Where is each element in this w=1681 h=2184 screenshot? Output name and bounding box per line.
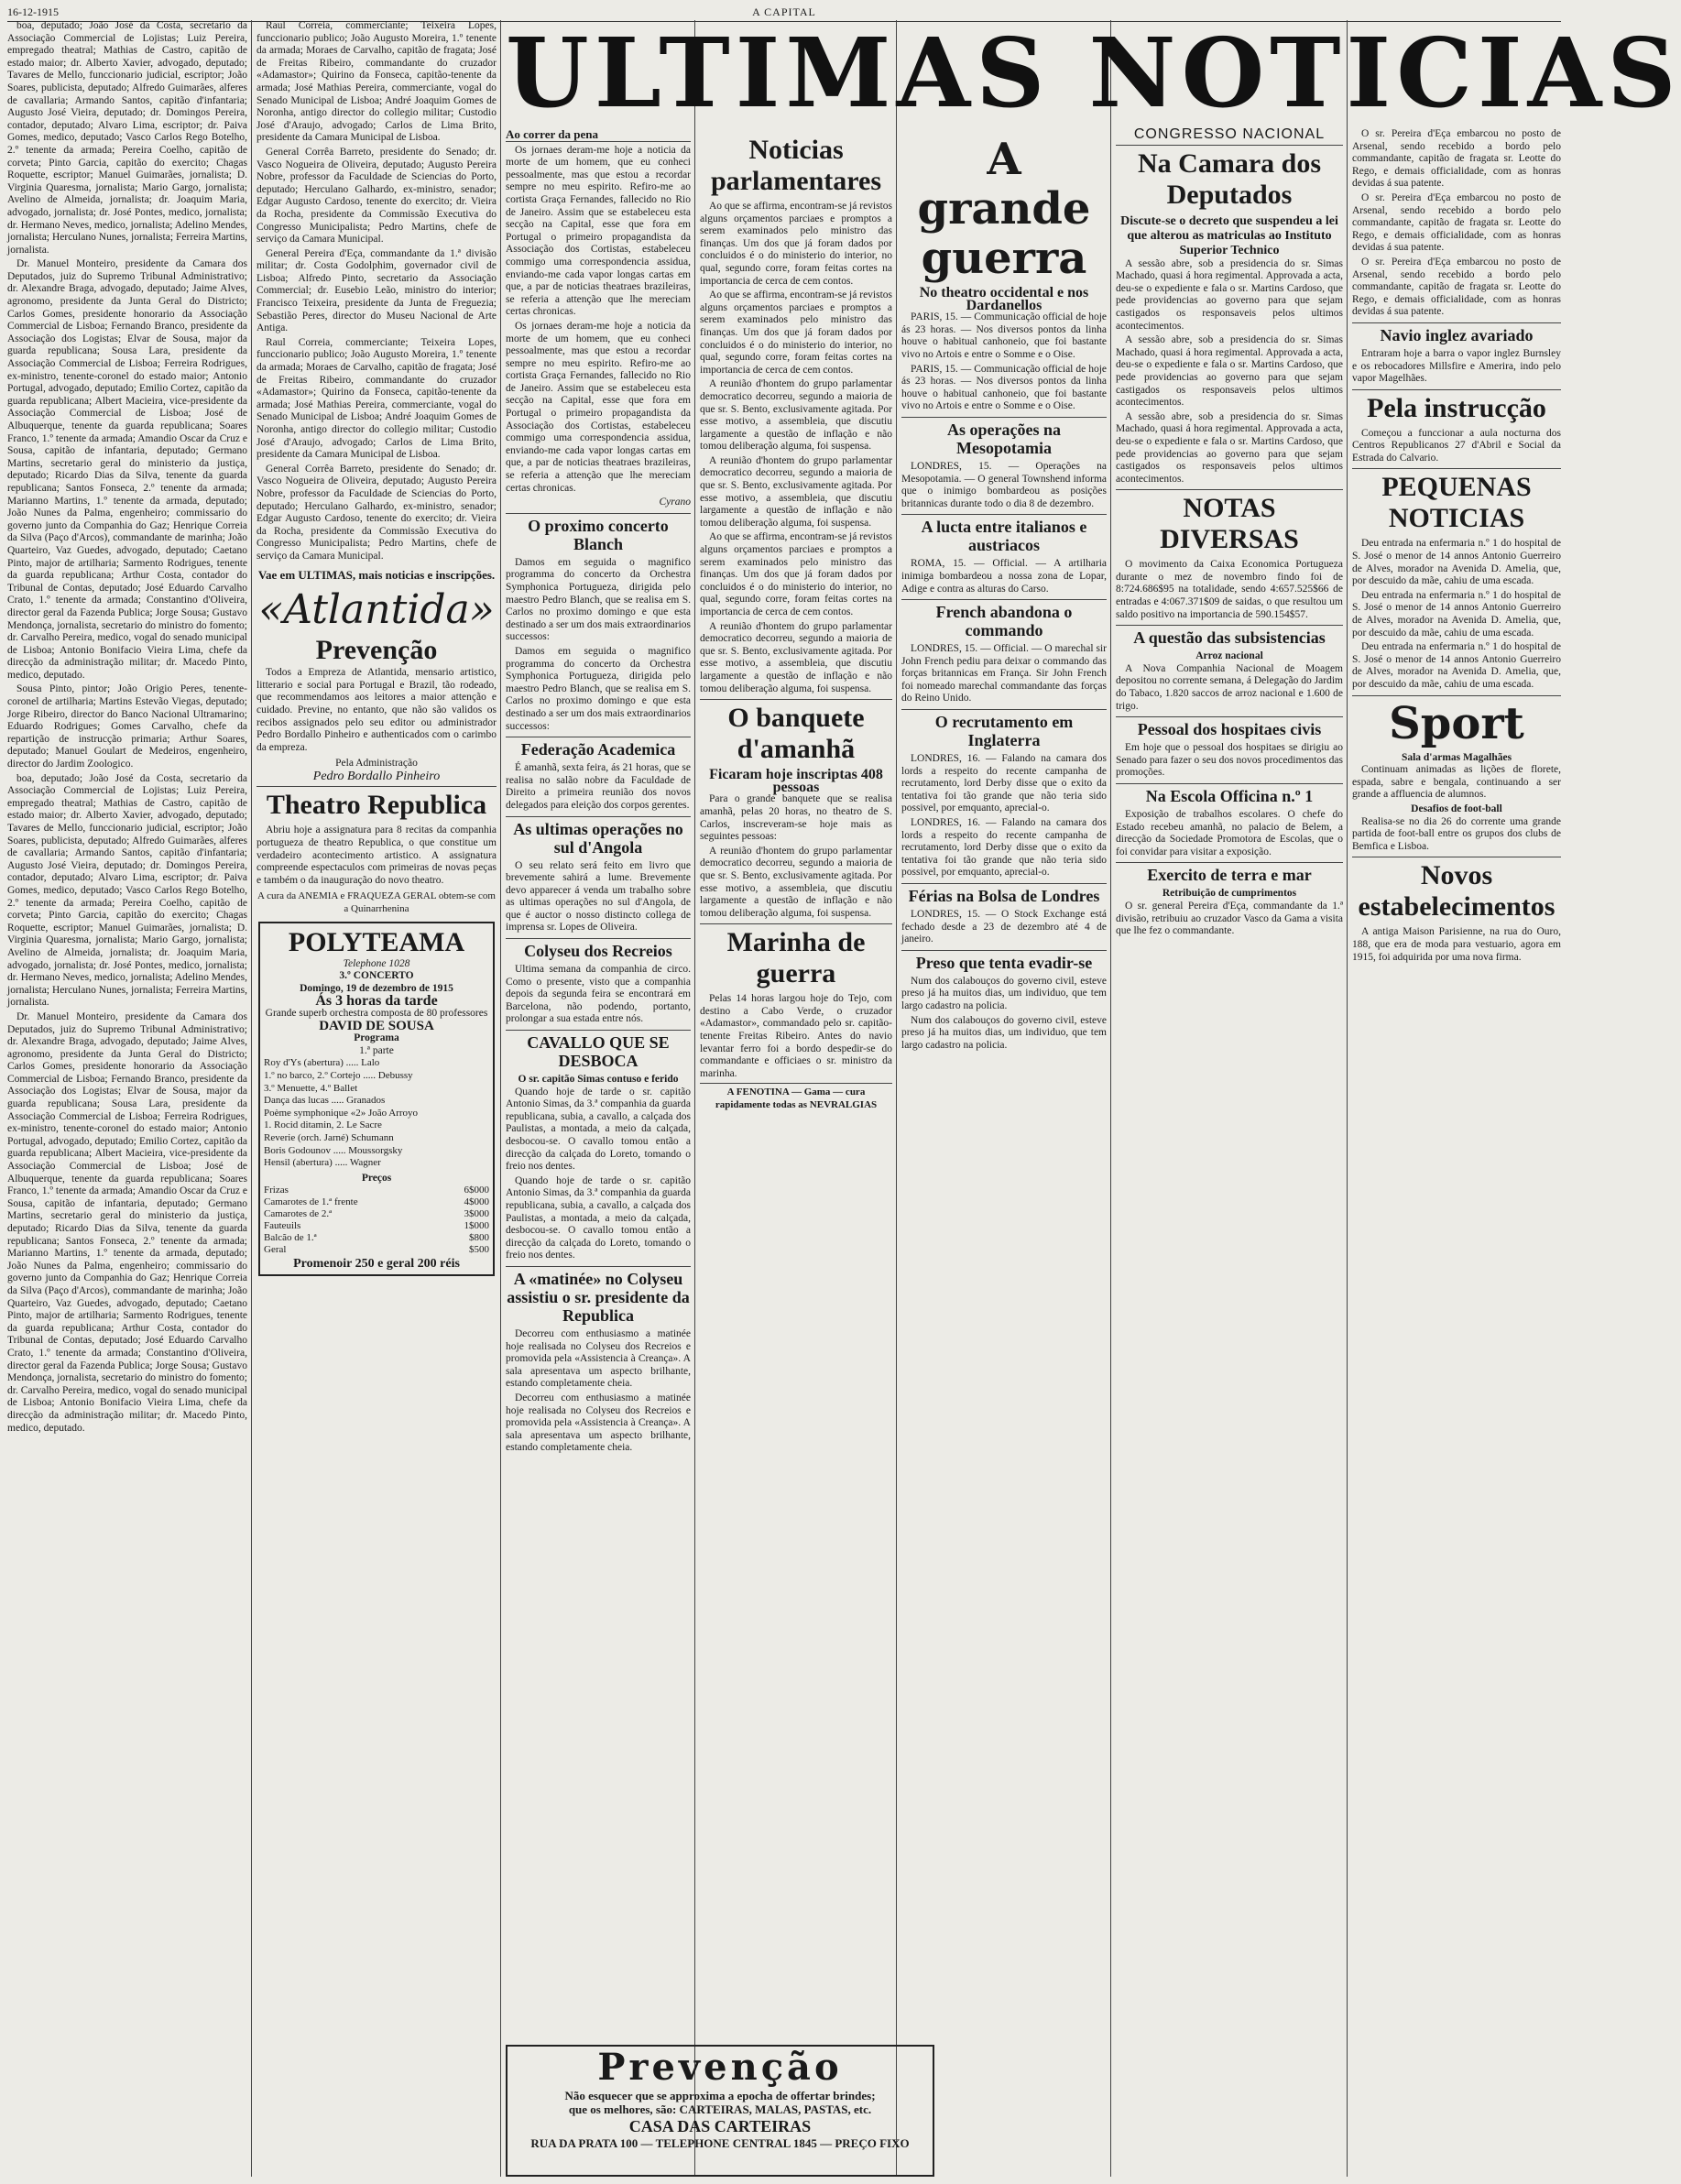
article-paragraph: LONDRES, 15. — Operações na Mesopotamia. — O general Townshend informa que o inimigo bombardeou as posições britannicas durante todo o dia 8 de dezembro. xyxy=(901,460,1107,509)
concerto-time: Ás 3 horas da tarde xyxy=(315,993,438,1010)
column-4 xyxy=(700,128,892,2177)
article-paragraph: General Pereira d'Eça, commandante da 1.ª divisão militar; dr. Costa Godolphim, governador civil de Lisboa; Alfredo Pinto, secretario da Associação Commercial; dr. Eusebio Leão, ministro do interior; Francisco Teixeira, presidente da Junta de Freguezia; Sebastião Peres, director do Museu Nacional de Arte Antiga. xyxy=(257,247,497,334)
program-line: Poème symphonique «2» João Arroyo xyxy=(264,1107,419,1119)
price-label: Fauteuils xyxy=(264,1220,301,1232)
article-paragraph: Raul Correia, commerciante; Teixeira Lopes, funccionario publico; João Augusto Moreira, 1.º tenente da armada; Moraes de Carvalho, capitão de fragata; José de Freitas Ribeiro, commandante do cruzador «Adamastor»; Quirino da Fonseca, capitão-tenente da armada; José Mathias Pereira, commerciante, vogal do Senado Municipal de Lisboa; André Joaquim Gomes de Noronha, antigo director do collegio militar; Custodio José d'Araujo, advogado; Carlos de Lima Brito, presidente da Camara Municipal de Lisboa. xyxy=(257,20,497,144)
article-paragraph: Raul Correia, commerciante; Teixeira Lopes, funccionario publico; João Augusto Moreira, 1.º tenente da armada; Moraes de Carvalho, capitão de fragata; José de Freitas Ribeiro, commandante do cruzador «Adamastor»; Quirino da Fonseca, capitão-tenente da armada; José Mathias Pereira, commerciante, vogal do Senado Municipal de Lisboa; André Joaquim Gomes de Noronha, antigo director do collegio militar; Custodio José d'Araujo, advogado; Carlos de Lima Brito, presidente da Camara Municipal de Lisboa. xyxy=(257,336,497,461)
column-divider xyxy=(500,20,501,2177)
french-heading: French abandona o commando xyxy=(901,599,1107,639)
article-paragraph: Entraram hoje a barra o vapor inglez Burnsley e os rebocadores Millsfire e Amerira, indo pelo vapor Magelhães. xyxy=(1352,347,1561,385)
price-value: 6$000 xyxy=(464,1185,489,1196)
signature: Cyrano xyxy=(659,497,691,508)
column-divider xyxy=(1347,20,1348,2177)
article-paragraph: A antiga Maison Parisienne, na rua do Ouro, 188, que era de moda para vestuario, agora em 1915, foi adquirida por uma nova firma. xyxy=(1352,926,1561,963)
article-paragraph: PARIS, 15. — Communicação official de hoje ás 23 horas. — Nos diversos pontos da linha houve o habitual canhoneio, que foi bastante vivo no Artois e entre o Somme e o Oise. xyxy=(901,311,1107,360)
article-paragraph: Deu entrada na enfermaria n.º 1 do hospital de S. José o menor de 14 annos Antonio Guerreiro de Alves, morador na Avenida D. Amelia, que, por descuido da mãe, cahiu de uma escada. xyxy=(1352,589,1561,639)
article-paragraph: Ultima semana da companhia de circo. Como o presente, visto que a companhia depois da segunda feira se encontrará em Barcelona, não podendo, portanto, prolongar a sua estada entre nós. xyxy=(506,964,691,1025)
hospitaes-heading: Pessoal dos hospitaes civis xyxy=(1116,716,1343,738)
issue-date: 16-12-1915 xyxy=(7,5,59,18)
novos-estabelecimentos-heading: Novos estabelecimentos xyxy=(1352,857,1561,923)
banquete-heading: O banquete d'amanhã xyxy=(700,699,892,765)
arroz-subheading: Arroz nacional xyxy=(1195,650,1263,662)
program-list xyxy=(264,1057,489,1169)
prevencao-heading: Prevenção xyxy=(315,635,438,666)
article-paragraph: Continuam animadas as lições de florete, espada, sabre e bengala, continuando a ser grande a affluencia de alumnos. xyxy=(1352,764,1561,801)
program-line: Dança das lucas ..... Granados xyxy=(264,1095,386,1107)
concerto-number: 3.º CONCERTO xyxy=(339,970,414,982)
article-paragraph: A sessão abre, sob a presidencia do sr. Simas Machado, quasi á hora regimental. Approvada a acta, deu-se o expediente e fala o sr. Martins Cardoso, que pede providencias ao governo para que sejam castigados os responsaveis pelos ultimos acontecimentos. xyxy=(1116,334,1343,409)
mesopotamia-heading: As operações na Mesopotamia xyxy=(901,417,1107,457)
anemia-ad: A cura da ANEMIA e FRAQUEZA GERAL obtem-se com a Quinarrhenina xyxy=(257,890,496,915)
price-value: 3$000 xyxy=(464,1208,489,1220)
article-paragraph: A Nova Companhia Nacional de Moagem depositou no corrente semana, á Delegação do Jardim do Tabaco, 1.820 saccos de arroz nacional e 1.600 de trigo. xyxy=(1116,662,1343,712)
precos-heading: Preços xyxy=(361,1172,392,1184)
sport-subheading: Sala d'armas Magalhães xyxy=(1401,751,1512,763)
column-divider xyxy=(896,20,897,2177)
colyseu-heading: Colyseu dos Recreios xyxy=(506,938,691,960)
congresso-heading: CONGRESSO NACIONAL xyxy=(1133,126,1326,142)
article-paragraph: Ao que se affirma, encontram-se já revistos alguns orçamentos parciaes e promptos a serem examinados pelo ministro das finanças. Um dos que já foram dados por concluidos é o do ministerio do interior, no qual, segundo corre, foram feitas cortes na importancia de cerca de cem contos. xyxy=(700,201,893,287)
price-row xyxy=(264,1185,489,1196)
article-paragraph: Ao que se affirma, encontram-se já revistos alguns orçamentos parciaes e promptos a serem examinados pelo ministro das finanças. Um dos que já foram dados por concluidos é o do ministerio do interior, no qual, segundo corre, foram feitas cortes na importancia de cerca de cem contos. xyxy=(700,289,893,376)
escola-heading: Na Escola Officina n.º 1 xyxy=(1116,783,1343,805)
price-value: 1$000 xyxy=(464,1220,489,1232)
article-paragraph: É amanhã, sexta feira, ás 21 horas, que se realisa no salão nobre da Faculdade de Direito a primeira reunião dos novos delegados para eleição dos corpos gerentes. xyxy=(506,762,691,811)
price-value: $500 xyxy=(469,1244,489,1256)
column-divider xyxy=(251,20,252,2177)
article-paragraph: O movimento da Caixa Economica Portugueza durante o mez de novembro findo foi de 8:724.686$95 na totalidade, sendo 4:657.525$66 de entradas e 4:067.371$09 de saidas, o que resultou um saldo positivo na importancia de 590.154$57. xyxy=(1116,559,1343,620)
article-paragraph: Abriu hoje a assignatura para 8 recitas da companhia portugueza de theatro Republica, o que constitue um verdadeiro acontecimento artistico. A assignatura compreende espectaculos com primeiras de novas peças e também o da inauguração do novo theatro. xyxy=(257,824,497,886)
price-label: Balcão de 1.ª xyxy=(264,1232,317,1244)
article-paragraph: Damos em seguida o magnifico programma do concerto da Orchestra Symphonica Portugueza, dirigida pelo maestro Pedro Blanch, que se realisa em S. Carlos no proximo domingo e que esta destinado a ser um dos mais extraordinarios successos: xyxy=(506,645,691,732)
column-3 xyxy=(506,128,691,2177)
recrutamento-heading: O recrutamento em Inglaterra xyxy=(901,709,1107,749)
polyteama-ad xyxy=(258,922,495,1276)
column-5 xyxy=(901,128,1107,2177)
notas-diversas-heading: NOTAS DIVERSAS xyxy=(1116,489,1343,555)
column-divider xyxy=(694,20,695,2177)
conductor-name: DAVID DE SOUSA xyxy=(319,1018,434,1033)
article-paragraph: Os jornaes deram-me hoje a noticia da morte de um homem, que eu conheci pessoalmente, mas que estou a recordar sempre no meu espirito. Refiro-me ao cortista Graça Fernandes, fallecido no Rio de Janeiro. Assim que se estabeleceu esta secção na Capital, esse que fora em Portugal o primeiro propagandista da Associação dos Cortistas, estabeleceu commigo uma correspondencia assidua, enviando-me cada vapor longas cartas em que, a par de noticias theatraes brazileiras, se referia a attenção que lhe mereciam certas chronicas. xyxy=(506,144,691,318)
admin-name: Pedro Bordallo Pinheiro xyxy=(312,769,441,783)
article-paragraph: Ao que se affirma, encontram-se já revistos alguns orçamentos parciaes e promptos a serem examinados pelo ministro das finanças. Um dos que já foram dados por concluidos é o do ministerio do interior, no qual, segundo corre, foram feitas cortes na importancia de cerca de cem contos. xyxy=(700,531,893,617)
preso-heading: Preso que tenta evadir-se xyxy=(901,950,1107,972)
polyteama-title: POLYTEAMA xyxy=(288,926,465,957)
price-row xyxy=(264,1232,489,1244)
price-label: Camarotes de 2.ª xyxy=(264,1208,333,1220)
article-paragraph: Dr. Manuel Monteiro, presidente da Camara dos Deputados, juiz do Supremo Tribunal Administrativo; dr. Alexandre Braga, advogado, deputado; Jaime Alves, agronomo, presidente da Junta Geral do Districto; Carlos Gomes, presidente honorario da Associação Commercial de Lisboa; Fernando Branco, presidente da Associação dos Logistas; Elvar de Sousa, major da guarda republicana; Sousa Lara, presidente da Associação Commercial de Lisboa; Ferreira Rodrigues, ex-ministro, tenente-coronel do estado maior; Antonio Portugal, advogado, deputado; Emilio Cortez, capitão da guarda republicana; Albert Macieira, vice-presidente da Associação Commercial de Lisboa; José de Albuquerque, tenente da guarda republicana; Soares Franco, 1.º tenente da armada; Amandio Oscar da Cruz e Sousa, capitão de infantaria, deputado; Germano Martins, secretario geral do ministerio da justiça, deputado; Ricardo Dias da Silva, tenente da guarda republicana; Santos Fonseca, 2.º tenente da armada; Marianno Martins, 1.º tenente da armada, deputado; João Nunes da Palma, engenheiro; commissario do governo junto da Companhia do Gaz; Henrique Correia da Silva (Paço d'Arcos), commandante de marinha; João Quarteiro, Vaz Guedes, advogado, deputado; Caetano Pinto, major de artilharia; Sarmento Rodrigues, tenente da guarda republicana; Arthur Costa, contador do Tribunal de Contas, deputado; José Eduardo Carvalho Crato, 1.º tenente da armada; Constantino d'Oliveira, director geral da Fazenda Publica; Jorge Sousa; Gustavo Mendonça, jornalista, secretario do ministro do fomento; dr. Carvalho Pereira, medico, vogal do senado municipal de Lisboa; Antonio Bonifacio Vieira Lima, chefe da direcção da administração militar; dr. Macedo Pinto, medico, deputado. xyxy=(7,258,247,681)
article-paragraph: O sr. Pereira d'Eça embarcou no posto de Arsenal, sendo recebido a bordo pelo commandante, capitão de fragata sr. Leotte do Rego, e demais officialidade, com as honras devidas á sua patente. xyxy=(1352,191,1561,254)
retribuicao-subheading: Retribuição de cumprimentos xyxy=(1162,888,1297,900)
article-paragraph: A reunião d'hontem do grupo parlamentar democratico decorreu, segundo a maioria de que sr. S. Bento, exclusivamente agitada. Por esse motivo, a assembleia, que discutiu largamente a questão de inflação e não tomou deliberação alguma, foi suspensa. xyxy=(700,454,892,529)
program-line: Hensil (abertura) ..... Wagner xyxy=(264,1157,381,1169)
article-paragraph: Sousa Pinto, pintor; João Origio Peres, tenente-coronel de artilharia; Martins Estevão Viegas, deputado; Jorge Ribeiro, director do Banco Nacional Ultramarino; Eduardo Rodrigues; Gomes Carvalho, chefe da repartição de instrucção primaria; Arthur Soares, deputado; Manuel Goulart de Medeiros, engenheiro, director do Jardim Zoologico. xyxy=(7,683,247,770)
program-line: 1.º no barco, 2.º Cortejo ..... Debussy xyxy=(264,1069,413,1081)
cavallo-heading: CAVALLO QUE SE DESBOCA xyxy=(506,1030,691,1070)
article-paragraph: Num dos calabouços do governo civil, esteve preso já ha muitos dias, um individuo, que tem largo cadastro na policia. xyxy=(901,975,1107,1011)
article-paragraph: ROMA, 15. — Official. — A artilharia inimiga bombardeou a nossa zona de Lopar, Adige e contra as alturas do Carso. xyxy=(901,558,1107,595)
price-label: Camarotes de 1.ª frente xyxy=(264,1196,358,1208)
article-paragraph: LONDRES, 15. — Official. — O marechal sir John French pediu para deixar o commando das forças britannicas em França. Sir John French foi nomeado marechal commandante das forças do Reino Unido. xyxy=(901,643,1107,704)
article-paragraph: O sr. Pereira d'Eça embarcou no posto de Arsenal, sendo recebido a bordo pelo commandante, capitão de fragata sr. Leotte do Rego, e demais officialidade, com as honras devidas á sua patente. xyxy=(1352,256,1561,318)
article-paragraph: Em hoje que o pessoal dos hospitaes se dirigiu ao Senado para fazer o seu dos novos procedimentos das promoções. xyxy=(1116,742,1343,779)
article-paragraph: Para o grande banquete que se realisa amanhã, pelas 20 horas, no theatro de S. Carlos, inscreveram-se hoje mais as seguintes pessoas: xyxy=(700,793,892,843)
price-row xyxy=(264,1208,489,1220)
article-paragraph: Todos a Empreza de Atlantida, mensario artistico, litterario e social para Portugal e Brazil, tão rodeado, que recommendamos aos leitores a maior attenção e cuidado. Previne, no entanto, que não são validos os recibos assignados pelo seu editor ou administrador Pedro Bordallo Pinheiro e authenticados com o carimbo da empreza. xyxy=(257,667,497,753)
program-line: Boris Godounov ..... Moussorgsky xyxy=(264,1144,403,1156)
grande-guerra-heading: A grande guerra xyxy=(917,134,1091,284)
ad-line: RUA DA PRATA 100 — TELEPHONE CENTRAL 1845 — PREÇO FIXO xyxy=(530,2136,910,2150)
article-paragraph: O sr. Pereira d'Eça embarcou no posto de Arsenal, sendo recebido a bordo pelo commandante, capitão de fragata sr. Leotte do Rego, e demais officialidade, com as honras devidas á sua patente. xyxy=(1352,128,1561,190)
marinha-heading: Marinha de guerra xyxy=(700,923,892,989)
polyteama-telephone: Telephone 1028 xyxy=(343,957,410,969)
atlantida-title: «Atlantida» xyxy=(258,586,495,634)
exercito-heading: Exercito de terra e mar xyxy=(1116,862,1343,884)
article-paragraph: General Corrêa Barreto, presidente do Senado; dr. Vasco Nogueira de Oliveira, deputado; Augusto Pereira Nobre, professor da Faculdade de Sciencias do Porto, deputado; Herculano Galhardo, ex-ministro, senador; Edgar Augusto Cardoso, tenente do exercito; dr. Vieira da Rocha, presidente da Commissão Executiva do Congresso Municipalista; Pedro Martins, chefe de serviço da Camara Municipal. xyxy=(257,463,497,562)
article-paragraph: General Corrêa Barreto, presidente do Senado; dr. Vasco Nogueira de Oliveira, deputado; Augusto Pereira Nobre, professor da Faculdade de Sciencias do Porto, deputado; Herculano Galhardo, ex-ministro, senador; Edgar Augusto Cardoso, tenente do exercito; dr. Vieira da Rocha, presidente da Commissão Executiva do Congresso Municipalista; Pedro Martins, chefe de serviço da Camara Municipal. xyxy=(257,146,497,246)
concerto-blanch-heading: O proximo concerto Blanch xyxy=(506,513,691,553)
inscripcoes-subheading: Ficaram hoje inscriptas 408 pessoas xyxy=(709,767,883,795)
article-paragraph: Começou a funccionar a aula nocturna dos Centros Republicanos 27 d'Abril e Social da Estrada do Calvario. xyxy=(1352,427,1561,464)
theatro-republica-heading: Theatro Republica xyxy=(257,786,497,821)
ad-line: que os melhores, são: CARTEIRAS, MALAS, PASTAS, etc. xyxy=(568,2102,872,2116)
article-paragraph: Deu entrada na enfermaria n.º 1 do hospital de S. José o menor de 14 annos Antonio Guerreiro de Alves, morador na Avenida D. Amelia, que, por descuido da mãe, cahiu de uma escada. xyxy=(1352,538,1561,587)
prevencao-ad xyxy=(506,2045,934,2177)
navio-heading: Navio inglez avariado xyxy=(1352,322,1561,344)
price-row xyxy=(264,1196,489,1208)
concerto-description: Grande superb orchestra composta de 80 professores xyxy=(265,1008,488,1019)
article-paragraph: Quando hoje de tarde o sr. capitão Antonio Simas, da 3.ª companhia da guarda republicana, subia, a cavallo, a calçada dos Paulistas, a montada, a meio da calçada, desbocou-se. O cavallo tomou então a direcção da calçada do Loreto, tomando o freio nos dentes. xyxy=(506,1086,691,1173)
article-paragraph: Pelas 14 horas largou hoje do Tejo, com destino a Cabo Verde, o cruzador «Adamastor», commandado pelo sr. capitão-tenente Freitas Ribeiro. Antes do navio levantar ferro foi a bordo despedir-se do commandante e officiaes o sr. ministro da marinha. xyxy=(700,993,892,1079)
camara-heading: Na Camara dos Deputados xyxy=(1116,145,1343,211)
article-paragraph: A sessão abre, sob a presidencia do sr. Simas Machado, quasi á hora regimental. Approvada a acta, deu-se o expediente e fala o sr. Martins Cardoso, que pede providencias ao governo para que sejam castigados os responsaveis pelos ultimos acontecimentos. xyxy=(1116,410,1343,485)
article-paragraph: A reunião d'hontem do grupo parlamentar democratico decorreu, segundo a maioria de que sr. S. Bento, exclusivamente agitada. Por esse motivo, a assembleia, que discutiu largamente a questão de inflação e não tomou deliberação alguma, foi suspensa. xyxy=(700,845,892,919)
newspaper-name: A CAPITAL xyxy=(752,5,816,18)
article-paragraph: LONDRES, 16. — Falando na camara dos lords a respeito do recente campanha de recrutamento, lord Derby disse que o exito da tentativa foi tão grande que não teria sido possivel, por emquanto, aprecial-o. xyxy=(901,753,1107,814)
noticias-parlamentares-heading: Noticias parlamentares xyxy=(710,135,882,196)
article-paragraph: Exposição de trabalhos escolares. O chefe do Estado recebeu amanhã, no palacio de Belem, a direcção da Sociedade Promotora de Escolas, que o foi convidar para visitar a exposição. xyxy=(1116,809,1343,857)
price-value: 4$000 xyxy=(464,1196,489,1208)
matinee-heading: A «matinée» no Colyseu assistiu o sr. presidente da Republica xyxy=(506,1266,691,1325)
price-label: Geral xyxy=(264,1244,287,1256)
pequenas-noticias-heading: PEQUENAS NOTICIAS xyxy=(1352,468,1561,534)
column-1 xyxy=(7,20,247,2177)
program-line: Roy d'Ys (abertura) ..... Lalo xyxy=(264,1057,380,1069)
announcement: Vae em ULTIMAS, mais noticias e inscripções. xyxy=(257,567,496,582)
column-2 xyxy=(257,20,497,2177)
article-paragraph: Dr. Manuel Monteiro, presidente da Camara dos Deputados, juiz do Supremo Tribunal Administrativo; dr. Alexandre Braga, advogado, deputado; Jaime Alves, agronomo, presidente da Junta Geral do Districto; Carlos Gomes, presidente honorario da Associação Commercial de Lisboa; Fernando Branco, presidente da Associação dos Logistas; Elvar de Sousa, major da guarda republicana; Sousa Lara, presidente da Associação Commercial de Lisboa; Ferreira Rodrigues, ex-ministro, tenente-coronel do estado maior; Antonio Portugal, advogado, deputado; Emilio Cortez, capitão da guarda republicana; Albert Macieira, vice-presidente da Associação Commercial de Lisboa; José de Albuquerque, tenente da guarda republicana; Soares Franco, 1.º tenente da armada; Amandio Oscar da Cruz e Sousa, capitão de infantaria, deputado; Germano Martins, secretario geral do ministerio da justiça, deputado; Ricardo Dias da Silva, tenente da guarda republicana; Santos Fonseca, 2.º tenente da armada; Marianno Martins, 1.º tenente da armada, deputado; João Nunes da Palma, engenheiro; commissario do governo junto da Companhia do Gaz; Henrique Correia da Silva (Paço d'Arcos), commandante de marinha; João Quarteiro, Vaz Guedes, advogado, deputado; Caetano Pinto, major de artilharia; Sarmento Rodrigues, tenente da guarda republicana; Arthur Costa, contador do Tribunal de Contas, deputado; José Eduardo Carvalho Crato, 1.º tenente da armada; Constantino d'Oliveira, director geral da Fazenda Publica; Jorge Sousa; Gustavo Mendonça, jornalista, secretario do ministro do fomento; dr. Carvalho Pereira, medico, vogal do senado municipal de Lisboa; Antonio Bonifacio Vieira Lima, chefe da direcção da administração militar; dr. Macedo Pinto, medico, deputado. xyxy=(7,1010,247,1434)
promenoir-line: Promenoir 250 e geral 200 réis xyxy=(293,1257,460,1272)
article-paragraph: boa, deputado; João José da Costa, secretario da Associação Commercial de Lojistas; Luiz Pereira, empregado theatral; Mathias de Castro, capitão de estado maior; dr. Alberto Xavier, advogado, deputado; Tavares de Mello, funccionario judicial, escriptor; João Soares, publicista, deputado; Alfredo Guimarães, alferes de cavallaria; Armando Santos, capitão d'infantaria; Augusto José Vieira, deputado; dr. Domingos Pereira, contador, deputado; Alvaro Lima, escriptor; dr. Paiva Gomes, medico, deputado; Vasco Carlos Rego Botelho, 2.º tenente da armada; Pereira Coelho, capitão de corveta; Pinto Garcia, capitão do exercito; Chagas Roquette, escriptor; Manuel Guimarães, jornalista; D. Virginia Quaresma, jornalista; Mario Gargo, jornalista; Avelino de Almeida, jornalista; dr. Joaquim Maria, advogado, jornalista; dr. José Pontes, medico, jornalista; dr. Hermano Neves, medico, jornalista; Adelino Mendes, jornalista; Herculano Nunes, jornalista; Ferreira Martins, jornalista. xyxy=(7,20,247,256)
column-divider xyxy=(1110,20,1111,2177)
article-paragraph: Damos em seguida o magnifico programma do concerto da Orchestra Symphonica Portugueza, dirigida pelo maestro Pedro Blanch, que se realisa em S. Carlos no proximo domingo e que esta destinado a ser um dos mais extraordinarios successos: xyxy=(506,556,691,643)
price-row xyxy=(264,1244,489,1256)
article-paragraph: Realisa-se no dia 26 do corrente uma grande partida de foot-ball entre os grupos dos clubs de Bemfica e Lisboa. xyxy=(1352,815,1561,852)
instruccao-heading: Pela instrucção xyxy=(1352,389,1561,424)
admin-label: Pela Administração xyxy=(335,758,418,770)
divider xyxy=(700,1083,892,1084)
price-list xyxy=(264,1185,489,1256)
concerto-date: Domingo, 19 de dezembro de 1915 xyxy=(300,982,453,994)
article-paragraph: A reunião d'hontem do grupo parlamentar democratico decorreu, segundo a maioria de que sr. S. Bento, exclusivamente agitada. Por esse motivo, a assembleia, que discutiu largamente a questão de inflação e não tomou deliberação alguma, foi suspensa. xyxy=(700,620,892,694)
ultimas-noticias-banner: ULTIMAS NOTICIAS xyxy=(506,16,1681,129)
subsistencias-heading: A questão das subsistencias xyxy=(1116,625,1343,647)
ao-correr-heading: Ao correr da pena xyxy=(506,128,691,142)
article-paragraph: Quando hoje de tarde o sr. capitão Antonio Simas, da 3.ª companhia da guarda republicana, subia, a cavallo, a calçada dos Paulistas, a montada, a meio da calçada, desbocou-se. O cavallo tomou então a direcção da calçada do Loreto, tomando o freio nos dentes. xyxy=(506,1174,691,1261)
article-paragraph: Decorreu com enthusiasmo a matinée hoje realisada no Colyseu dos Recreios e promovida pela «Assistencia à Creança». A sala apresentava um aspecto brilhante, estando completamente cheia. xyxy=(506,1327,691,1390)
angola-heading: As ultimas operações no sul d'Angola xyxy=(506,816,691,857)
article-paragraph: O sr. general Pereira d'Eça, commandante da 1.ª divisão, retribuiu ao cruzador Vasco da Gama a visita que lhe fez o commandante. xyxy=(1116,900,1343,937)
sport-heading: Sport xyxy=(1352,695,1561,748)
federacao-heading: Federação Academica xyxy=(506,737,691,759)
ad-title: Prevenção xyxy=(597,2046,843,2089)
article-paragraph: O seu relato será feito em livro que brevemente sahirá a lume. Brevemente devo apparecer á venda um trabalho sobre as ultimas operações no sul d'Angola, de que é auctor o nosso distincto collega de imprensa sr. Lopes de Oliveira. xyxy=(506,859,691,934)
article-paragraph: boa, deputado; João José da Costa, secretario da Associação Commercial de Lojistas; Luiz Pereira, empregado theatral; Mathias de Castro, capitão de estado maior; dr. Alberto Xavier, advogado, deputado; Tavares de Mello, funccionario judicial, escriptor; João Soares, publicista, deputado; Alfredo Guimarães, alferes de cavallaria; Armando Santos, capitão d'infantaria; Augusto José Vieira, deputado; dr. Domingos Pereira, contador, deputado; Alvaro Lima, escriptor; dr. Paiva Gomes, medico, deputado; Vasco Carlos Rego Botelho, 2.º tenente da armada; Pereira Coelho, capitão de corveta; Pinto Garcia, capitão do exercito; Chagas Roquette, escriptor; Manuel Guimarães, jornalista; D. Virginia Quaresma, jornalista; Mario Gargo, jornalista; Avelino de Almeida, jornalista; dr. Joaquim Maria, advogado, jornalista; dr. José Pontes, medico, jornalista; dr. Hermano Neves, medico, jornalista; Adelino Mendes, jornalista; Herculano Nunes, jornalista; Ferreira Martins, jornalista. xyxy=(7,772,247,1009)
discute-subheading: Discute-se o decreto que suspendeu a lei que alterou as matriculas ao Instituto Superior Technico xyxy=(1120,213,1338,257)
article-paragraph: Num dos calabouços do governo civil, esteve preso já ha muitos dias, um individuo, que tem largo cadastro na policia. xyxy=(901,1014,1107,1051)
article-paragraph: A reunião d'hontem do grupo parlamentar democratico decorreu, segundo a maioria de que sr. S. Bento, exclusivamente agitada. Por esse motivo, a assembleia, que discutiu largamente a questão de inflação e não tomou deliberação alguma, foi suspensa. xyxy=(700,378,892,453)
ferias-heading: Férias na Bolsa de Londres xyxy=(901,883,1107,905)
ad-line: Não esquecer que se approxima a epocha de offertar brindes; xyxy=(564,2089,876,2102)
program-line: Reverie (orch. Jarné) Schumann xyxy=(264,1131,394,1143)
parte-heading: 1.ª parte xyxy=(359,1044,394,1056)
price-row xyxy=(264,1220,489,1232)
article-paragraph: PARIS, 15. — Communicação official de hoje ás 23 horas. — Nos diversos pontos da linha houve o habitual canhoneio, que foi bastante vivo no Artois e entre o Somme e o Oise. xyxy=(901,363,1107,412)
column-7 xyxy=(1352,128,1561,2177)
article-paragraph: Decorreu com enthusiasmo a matinée hoje realisada no Colyseu dos Recreios e promovida pela «Assistencia à Creança». A sala apresentava um aspecto brilhante, estando completamente cheia. xyxy=(506,1392,691,1454)
theatro-occidental-heading: No theatro occidental e nos Dardanellos xyxy=(919,285,1089,313)
program-line: 3.º Menuette, 4.º Ballet xyxy=(264,1082,358,1094)
article-paragraph: A sessão abre, sob a presidencia do sr. Simas Machado, quasi á hora regimental. Approvada a acta, deu-se o expediente e fala o sr. Martins Cardoso, que pede providencias ao governo para que sejam castigados os responsaveis pelos ultimos acontecimentos. xyxy=(1116,257,1343,332)
column-6 xyxy=(1116,128,1343,2177)
article-paragraph: LONDRES, 16. — Falando na camara dos lords a respeito do recente campanha de recrutamento, lord Derby disse que o exito da tentativa foi tão grande que não teria sido possivel, por emquanto, aprecial-o. xyxy=(901,817,1107,879)
price-label: Frizas xyxy=(264,1185,289,1196)
cavallo-subheading: O sr. capitão Simas contuso e ferido xyxy=(518,1074,679,1086)
article-paragraph: LONDRES, 15. — O Stock Exchange está fechado desde a 23 de dezembro até 4 de janeiro. xyxy=(901,909,1107,945)
desafios-subheading: Desafios de foot-ball xyxy=(1411,803,1502,814)
program-line: 1. Rocid ditamin, 2. Le Sacre xyxy=(264,1119,382,1131)
article-paragraph: Deu entrada na enfermaria n.º 1 do hospital de S. José o menor de 14 annos Antonio Guerreiro de Alves, morador na Avenida D. Amelia, que, por descuido da mãe, cahiu de uma escada. xyxy=(1352,641,1561,690)
programa-heading: Programa xyxy=(354,1032,399,1044)
italianos-heading: A lucta entre italianos e austriacos xyxy=(901,514,1107,554)
price-value: $800 xyxy=(469,1232,489,1244)
fenotina-ad: A FENOTINA — Gama — cura rapidamente todas as NEVRALGIAS xyxy=(715,1087,878,1111)
ad-shop-name: CASA DAS CARTEIRAS xyxy=(628,2117,812,2135)
article-paragraph: Os jornaes deram-me hoje a noticia da morte de um homem, que eu conheci pessoalmente, mas que estou a recordar sempre no meu espirito. Refiro-me ao cortista Graça Fernandes, fallecido no Rio de Janeiro. Assim que se estabeleceu esta secção na Capital, esse que fora em Portugal o primeiro propagandista da Associação dos Cortistas, estabeleceu commigo uma correspondencia assidua, enviando-me cada vapor longas cartas em que, a par de noticias theatraes brazileiras, se referia a attenção que lhe mereciam certas chronicas. xyxy=(506,320,691,494)
